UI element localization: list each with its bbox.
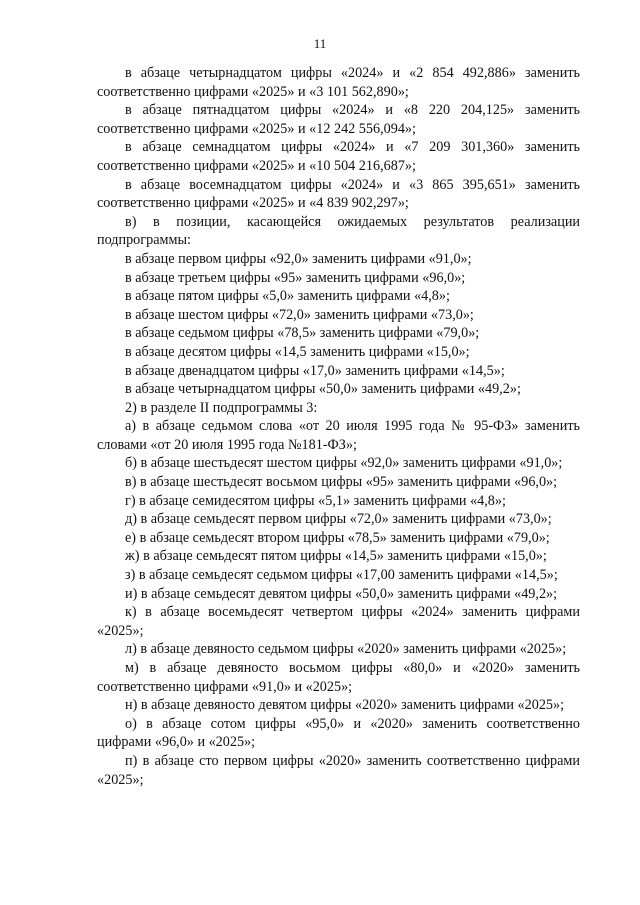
paragraph: н) в абзаце девяносто девятом цифры «2020» заменить цифрами «2025»; xyxy=(125,697,565,714)
paragraph: ж) в абзаце семьдесят пятом цифры «14,5» заменить цифрами «15,0»; xyxy=(125,548,547,565)
paragraph: в абзаце четырнадцатом цифры «2024» и «2 854 492,886» заменить соответственно цифрами «2025» и «3 101 562,890»; xyxy=(97,65,580,100)
paragraph: в абзаце двенадцатом цифры «17,0» заменить цифрами «14,5»; xyxy=(125,362,505,379)
paragraph: д) в абзаце семьдесят первом цифры «72,0» заменить цифрами «73,0»; xyxy=(125,511,552,528)
paragraph: в абзаце пятнадцатом цифры «2024» и «8 220 204,125» заменить соответственно цифрами «2025» и «12 242 556,094»; xyxy=(97,102,580,137)
paragraph: в абзаце семнадцатом цифры «2024» и «7 209 301,360» заменить соответственно цифрами «2025» и «10 504 216,687»; xyxy=(97,139,580,174)
paragraph: а) в абзаце седьмом слова «от 20 июля 1995 года № 95-ФЗ» заменить словами «от 20 июля 1995 года №181-ФЗ»; xyxy=(97,418,580,453)
paragraph: в абзаце седьмом цифры «78,5» заменить цифрами «79,0»; xyxy=(125,325,480,342)
paragraph: и) в абзаце семьдесят девятом цифры «50,0» заменить цифрами «49,2»; xyxy=(125,585,558,602)
paragraph: в абзаце шестом цифры «72,0» заменить цифрами «73,0»; xyxy=(125,306,474,323)
paragraph: л) в абзаце девяносто седьмом цифры «2020» заменить цифрами «2025»; xyxy=(125,641,567,658)
paragraph: к) в абзаце восемьдесят четвертом цифры «2024» заменить цифрами «2025»; xyxy=(97,604,580,639)
paragraph: в абзаце третьем цифры «95» заменить цифрами «96,0»; xyxy=(125,269,466,286)
paragraph: г) в абзаце семидесятом цифры «5,1» заменить цифрами «4,8»; xyxy=(125,492,506,509)
paragraph: в) в абзаце шестьдесят восьмом цифры «95» заменить цифрами «96,0»; xyxy=(125,474,558,491)
paragraph: п) в абзаце сто первом цифры «2020» заменить соответственно цифрами «2025»; xyxy=(97,752,580,788)
paragraph: 2) в разделе II подпрограммы 3: xyxy=(125,399,318,416)
paragraph: в) в позиции, касающейся ожидаемых результатов реализации подпрограммы: xyxy=(97,213,580,249)
paragraph: б) в абзаце шестьдесят шестом цифры «92,0» заменить цифрами «91,0»; xyxy=(125,455,563,472)
paragraph: е) в абзаце семьдесят втором цифры «78,5» заменить цифрами «79,0»; xyxy=(125,529,550,546)
paragraph: о) в абзаце сотом цифры «95,0» и «2020» заменить соответственно цифрами «96,0» и «2025»; xyxy=(97,715,580,751)
document-body xyxy=(97,64,580,789)
page-number: 11 xyxy=(313,36,327,51)
paragraph: в абзаце первом цифры «92,0» заменить цифрами «91,0»; xyxy=(125,250,472,267)
paragraph: в абзаце четырнадцатом цифры «50,0» заменить цифрами «49,2»; xyxy=(125,381,521,398)
paragraph: в абзаце восемнадцатом цифры «2024» и «3 865 395,651» заменить соответственно цифрами «2025» и «4 839 902,297»; xyxy=(97,176,580,212)
paragraph: з) в абзаце семьдесят седьмом цифры «17,00 заменить цифрами «14,5»; xyxy=(125,567,558,584)
paragraph: в абзаце десятом цифры «14,5 заменить цифрами «15,0»; xyxy=(125,343,470,360)
paragraph: м) в абзаце девяносто восьмом цифры «80,0» и «2020» заменить соответственно цифрами «91,0» и «2025»; xyxy=(97,660,580,695)
paragraph: в абзаце пятом цифры «5,0» заменить цифрами «4,8»; xyxy=(125,288,450,305)
